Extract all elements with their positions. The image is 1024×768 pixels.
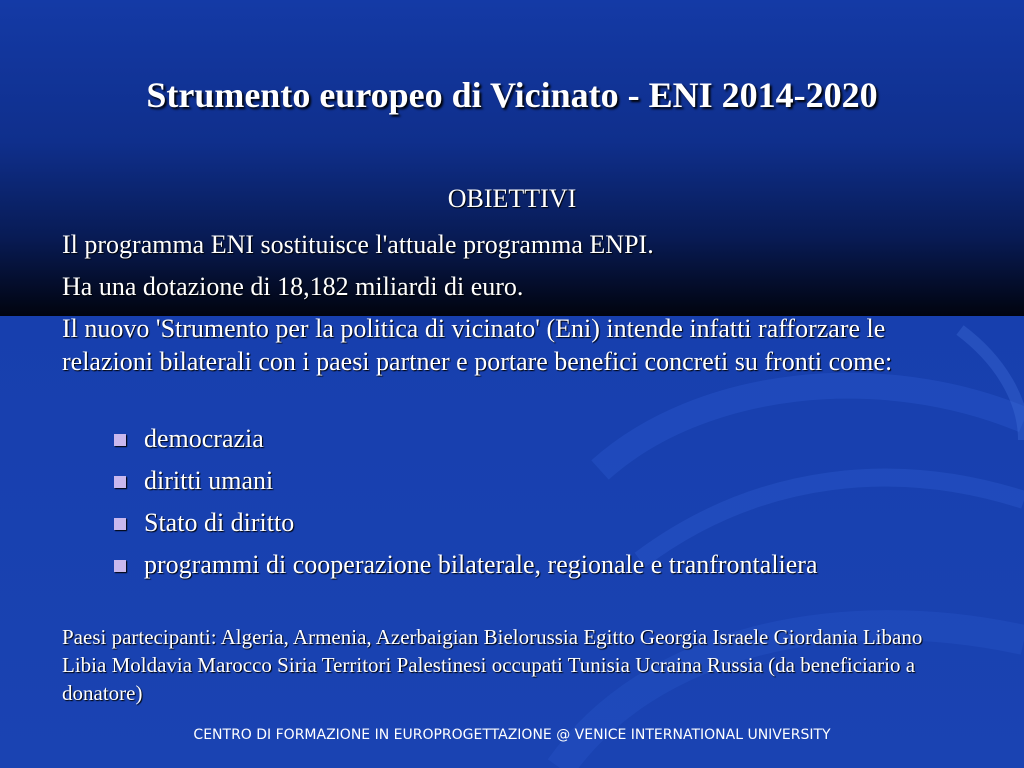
bullet-item [112,506,992,548]
square-bullet-icon [114,518,126,530]
paragraph-objectives: Il nuovo 'Strumento per la politica di vicinato' (Eni) intende infatti rafforzare le relazioni bilaterali con i paesi partner e portare benefici concreti su fronti come: [62,314,893,376]
bullet-text: Stato di diritto [144,508,295,537]
participating-countries-text: Paesi partecipanti: Algeria, Armenia, Azerbaigian Bielorussia Egitto Georgia Israele Giordania Libano Libia Moldavia Marocco Siria Territori Palestinesi occupati Tunisia Ucraina Russia (da beneficiario a donatore) [62,625,923,705]
square-bullet-icon [114,476,126,488]
bullet-item [112,464,992,506]
bullet-text: democrazia [144,424,264,453]
objectives-bullet-list [112,422,992,590]
bullet-text: diritti umani [144,466,274,495]
paragraph-eni-replaces-enpi: Il programma ENI sostituisce l'attuale programma ENPI. [62,230,654,259]
bullet-item [112,548,992,590]
slide-footer: CENTRO DI FORMAZIONE IN EUROPROGETTAZIONE @ VENICE INTERNATIONAL UNIVERSITY [193,727,831,743]
slide-title: Strumento europeo di Vicinato - ENI 2014-2020 [146,75,878,115]
bullet-item [112,422,992,464]
square-bullet-icon [114,560,126,572]
section-heading: OBIETTIVI [447,184,577,213]
square-bullet-icon [114,434,126,446]
paragraph-budget: Ha una dotazione di 18,182 miliardi di euro. [62,272,524,301]
bullet-text: programmi di cooperazione bilaterale, regionale e tranfrontaliera [144,550,818,579]
